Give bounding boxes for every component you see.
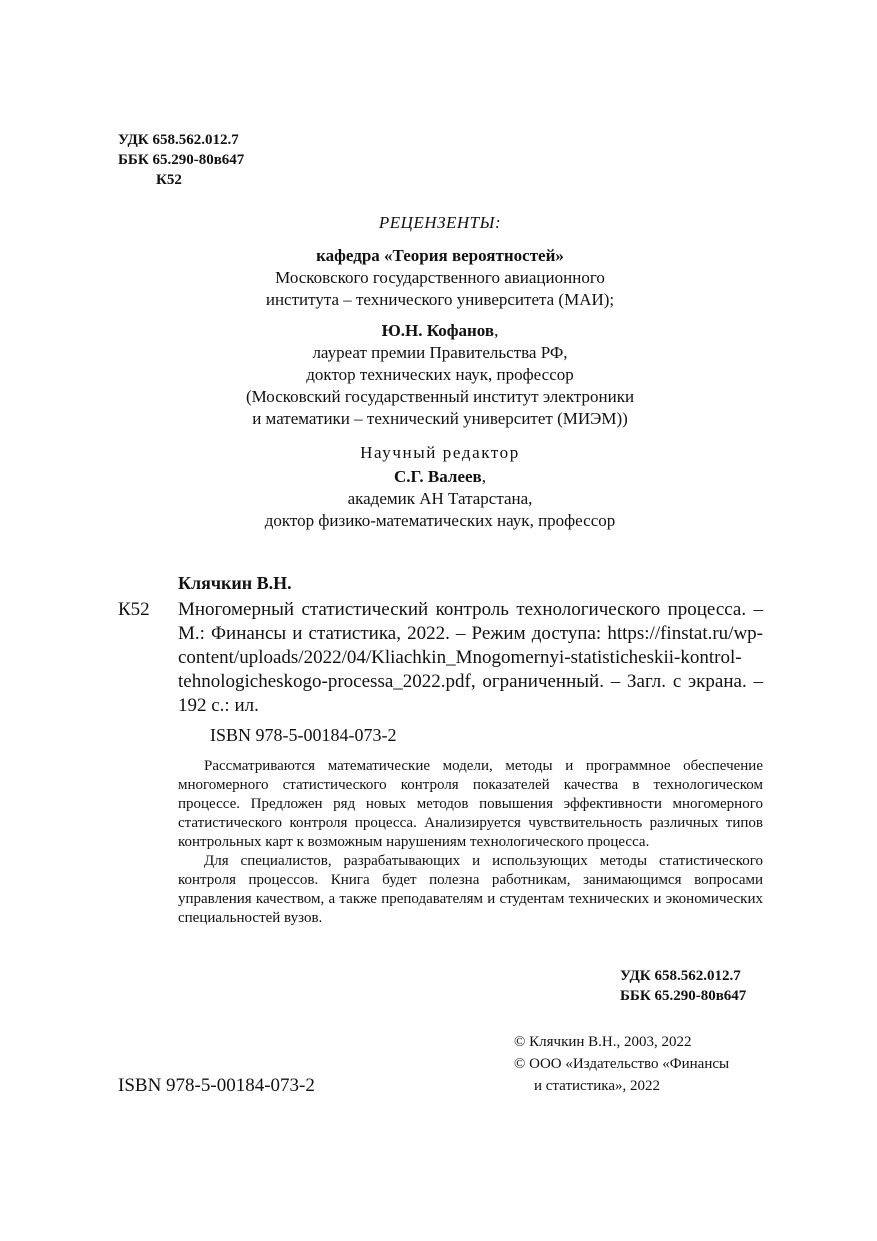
editor-name-line: С.Г. Валеев, bbox=[394, 467, 486, 486]
footer-classification bbox=[620, 966, 746, 1006]
author-mark: К52 bbox=[156, 172, 182, 188]
reviewer-1-line: Московского государственного авиационного bbox=[275, 268, 605, 287]
editor-line: академик АН Татарстана, bbox=[347, 489, 533, 508]
abstract-paragraph: Для специалистов, разрабатывающих и использующих методы статистического контроля процессов. Книга будет полезна работникам, занимающимся вопросами управления качеством, а также преподавателям и студентам технических и экономических специальностей вузов. bbox=[178, 853, 763, 926]
footer-udk: УДК 658.562.012.7 bbox=[620, 968, 741, 984]
editor-line: доктор физико-математических наук, профессор bbox=[264, 511, 616, 530]
reviewer-2-line: и математики – технический университет (МИЭМ)) bbox=[252, 409, 628, 428]
footer-isbn: ISBN 978-5-00184-073-2 bbox=[118, 1075, 315, 1096]
reviewer-2-name: Ю.Н. Кофанов bbox=[381, 321, 495, 340]
reviewers-block bbox=[140, 212, 740, 532]
copyright-publisher-cont: и статистика», 2022 bbox=[534, 1078, 660, 1094]
footer-bbk: ББК 65.290-80в647 bbox=[620, 988, 747, 1004]
reviewer-2-name-line: Ю.Н. Кофанов, bbox=[381, 321, 499, 340]
entry-code: К52 bbox=[118, 599, 150, 620]
reviewer-1-name: кафедра «Теория вероятностей» bbox=[316, 246, 564, 265]
reviewer-2-line: (Московский государственный институт электроники bbox=[245, 387, 635, 406]
copyright-publisher: © ООО «Издательство «Финансы bbox=[514, 1056, 730, 1072]
abstract-block bbox=[178, 757, 763, 928]
copyright-author: © Клячкин В.Н., 2003, 2022 bbox=[514, 1034, 692, 1050]
entry-isbn: ISBN 978-5-00184-073-2 bbox=[210, 725, 397, 745]
abstract-paragraph: Рассматриваются математические модели, методы и программное обеспечение многомерного статистического контроля показателей качества в технологическом процессе. Предложен ряд новых методов повышения эффективности многомерного статистического контроля процесса. Анализируется чувствительность различных типов контрольных карт к возможным нарушениям технологического процесса. bbox=[178, 758, 763, 850]
copyright-block bbox=[514, 1031, 729, 1097]
reviewers-heading: РЕЦЕНЗЕНТЫ: bbox=[378, 213, 502, 232]
bbk-code: ББК 65.290-80в647 bbox=[118, 152, 245, 168]
editor-name: С.Г. Валеев bbox=[394, 467, 482, 486]
reviewer-2-line: доктор технических наук, профессор bbox=[306, 365, 574, 384]
editor-heading: Научный редактор bbox=[360, 443, 520, 462]
classification-block bbox=[118, 130, 244, 190]
reviewer-2-line: лауреат премии Правительства РФ, bbox=[312, 343, 568, 362]
entry-author: Клячкин В.Н. bbox=[178, 573, 292, 593]
reviewer-1-line: института – технического университета (МАИ); bbox=[265, 290, 615, 309]
udk-code: УДК 658.562.012.7 bbox=[118, 132, 239, 148]
entry-bibliography: Многомерный статистический контроль технологического процесса. – М.: Финансы и статистика, 2022. – Режим доступа: https://finstat.ru/wp-content/uploads/2022/04/Kliachkin_Mnogomernyi-statisticheskii-kontrol-tehnologicheskogo-processa_2022.pdf, ограниченный. – Загл. с экрана. – 192 с.: ил. bbox=[178, 599, 763, 716]
